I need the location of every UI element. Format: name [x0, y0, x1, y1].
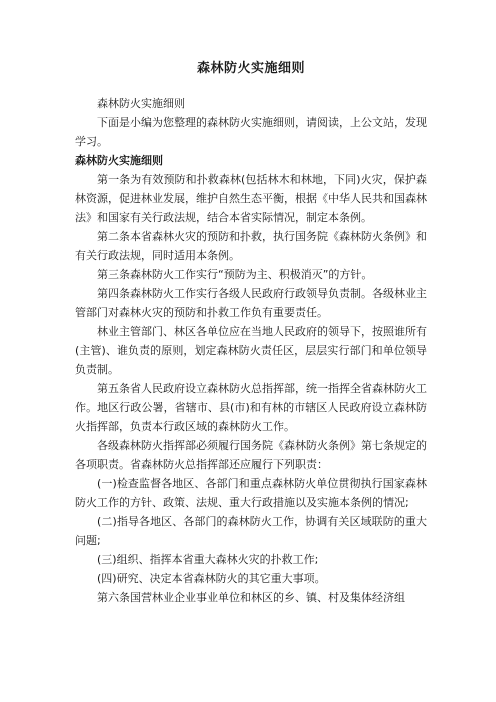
paragraph-article-4-cont: 林业主管部门、林区各单位应在当地人民政府的领导下，按照谁所有(主管)、谁负责的原则，划定森林防火责任区，层层实行部门和单位领导负责制。 [75, 325, 427, 376]
paragraph-article-1: 第一条为有效预防和扑救森林(包括林木和林地，下同)火灾，保护森林资源，促进林业发展，维护自然生态平衡，根据《中华人民共和国森林法》和国家有关行政法规，结合本省实际情况，制定本条例。 [75, 173, 427, 224]
paragraph-duty-3: (三)组织、指挥本省重大森林火灾的扑救工作; [97, 553, 319, 566]
document-title: 森林防火实施细则 [196, 61, 305, 76]
paragraph-intro: 下面是小编为您整理的森林防火实施细则，请阅读，上公文站，发现学习。 [75, 116, 427, 148]
paragraph-article-2: 第二条本省森林火灾的预防和扑救，执行国务院《森林防火条例》和有关行政法规，同时适用本条例。 [75, 230, 427, 262]
paragraph-duty-1: (一)检查监督各地区、各部门和重点森林防火单位贯彻执行国家森林防火工作的方针、政策、法规、重大行政措施以及实施本条例的情况; [75, 477, 427, 509]
paragraph-duty-4: (四)研究、决定本省森林防火的其它重大事项。 [97, 572, 326, 585]
paragraph-article-6: 第六条国营林业企业事业单位和林区的乡、镇、村及集体经济组 [97, 591, 405, 604]
paragraph-subtitle: 森林防火实施细则 [97, 97, 185, 110]
paragraph-article-5: 第五条省人民政府设立森林防火总指挥部，统一指挥全省森林防火工作。地区行政公署，省辖市、县(市)和有林的市辖区人民政府设立森林防火指挥部，负责本行政区域的森林防火工作。 [75, 382, 427, 433]
section-heading: 森林防火实施细则 [75, 154, 163, 167]
document-page [75, 60, 427, 607]
paragraph-article-5-cont: 各级森林防火指挥部必须履行国务院《森林防火条例》第七条规定的各项职责。省森林防火总指挥部还应履行下列职责： [75, 439, 427, 471]
paragraph-article-3: 第三条森林防火工作实行“预防为主、积极消灭”的方针。 [97, 268, 373, 281]
paragraph-article-4: 第四条森林防火工作实行各级人民政府行政领导负责制。各级林业主管部门对森林火灾的预防和扑救工作负有重要责任。 [75, 287, 427, 319]
paragraph-duty-2: (二)指导各地区、各部门的森林防火工作，协调有关区域联防的重大问题; [75, 515, 427, 547]
